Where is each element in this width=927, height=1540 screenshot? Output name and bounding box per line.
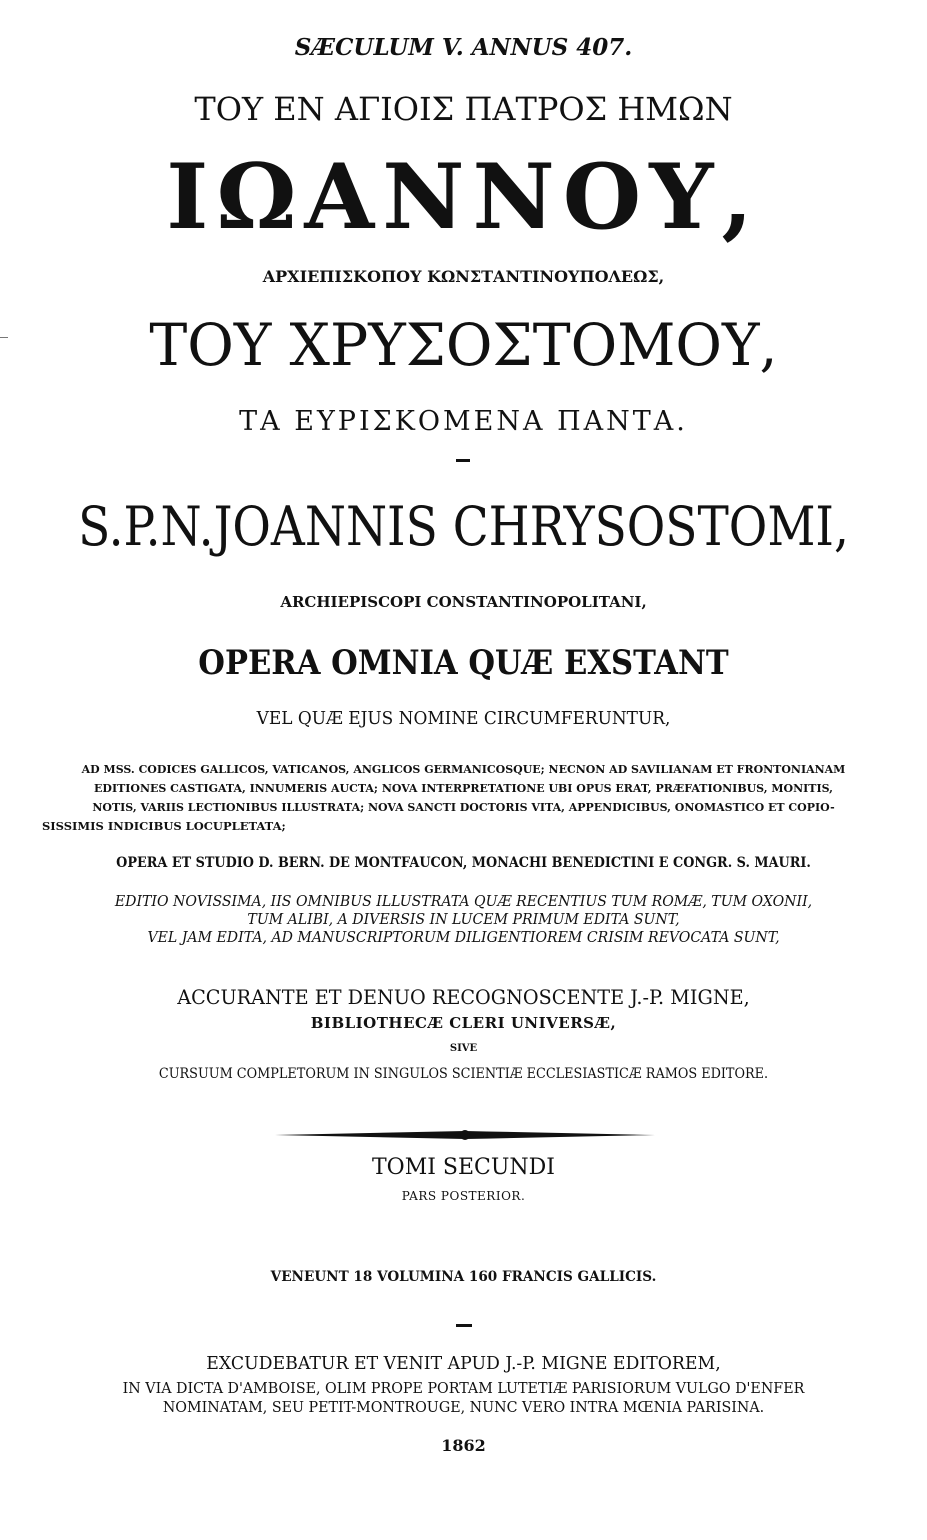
- ornament-rule: [275, 1128, 655, 1142]
- bibliotheca-line: BIBLIOTHECÆ CLERI UNIVERSÆ,: [310, 1014, 617, 1032]
- tomi-line: TOMI SECUNDI: [371, 1155, 555, 1180]
- editio-line: EDITIO NOVISSIMA, IIS OMNIBUS ILLUSTRATA QUÆ RECENTIUS TUM ROMÆ, TUM OXONII,: [114, 892, 813, 910]
- via-line: IN VIA DICTA D'AMBOISE, OLIM PROPE PORTAM LUTETIÆ PARISIORUM VULGO D'ENFER: [122, 1379, 805, 1397]
- latin-name: S.P.N.JOANNIS CHRYSOSTOMI,: [78, 495, 849, 558]
- year: 1862: [441, 1436, 486, 1455]
- sive-line: SIVE: [449, 1043, 478, 1054]
- via-line: NOMINATAM, SEU PETIT-MONTROUGE, NUNC VERO INTRA MŒNIA PARISINA.: [162, 1398, 765, 1416]
- pars-line: PARS POSTERIOR.: [401, 1189, 526, 1203]
- separator-dash: [456, 1324, 472, 1327]
- opera-omnia: OPERA OMNIA QUÆ EXSTANT: [198, 643, 729, 683]
- saeculum-line: SÆCULUM V. ANNUS 407.: [294, 34, 633, 61]
- description-line: EDITIONES CASTIGATA, INNUMERIS AUCTA; NOVA INTERPRETATIONE UBI OPUS ERAT, PRÆFATIONIBUS, MONITIS,: [94, 781, 833, 795]
- accurante-line: ACCURANTE ET DENUO RECOGNOSCENTE J.-P. MIGNE,: [177, 985, 750, 1009]
- description-line: SISSIMIS INDICIBUS LOCUPLETATA;: [42, 819, 286, 833]
- description-line: NOTIS, VARIIS LECTIONIBUS ILLUSTRATA; NOVA SANCTI DOCTORIS VITA, APPENDICIBUS, ONOMASTICO ET COPIO-: [92, 800, 835, 814]
- latin-office: ARCHIEPISCOPI CONSTANTINOPOLITANI,: [280, 593, 647, 611]
- greek-intro: ΤΟΥ ΕΝ ΑΓΙΟΙΣ ΠΑΤΡΟΣ ΗΜΩΝ: [194, 90, 733, 128]
- editio-line: TUM ALIBI, A DIVERSIS IN LUCEM PRIMUM EDITA SUNT,: [247, 910, 680, 928]
- separator-dash: [456, 459, 470, 462]
- excudebatur-line: EXCUDEBATUR ET VENIT APUD J.-P. MIGNE EDITOREM,: [206, 1353, 721, 1374]
- cursuum-line: CURSUUM COMPLETORUM IN SINGULOS SCIENTIÆ ECCLESIASTICÆ RAMOS EDITORE.: [158, 1066, 769, 1082]
- description-line: AD MSS. CODICES GALLICOS, VATICANOS, ANGLICOS GERMANICOSQUE; NECNON AD SAVILIANAM ET FRONTONIANAM: [81, 762, 846, 776]
- greek-works: ΤΑ ΕΥΡΙΣΚΟΜΕΝΑ ΠΑΝΤΑ.: [239, 406, 688, 437]
- studio-line: OPERA ET STUDIO D. BERN. DE MONTFAUCON, MONACHI BENEDICTINI E CONGR. S. MAURI.: [116, 855, 811, 871]
- greek-surname: ΤΟΥ ΧΡΥΣΟΣΤΟΜΟΥ,: [149, 311, 778, 379]
- veneunt-line: VENEUNT 18 VOLUMINA 160 FRANCIS GALLICIS.: [270, 1269, 657, 1285]
- editio-line: VEL JAM EDITA, AD MANUSCRIPTORUM DILIGENTIOREM CRISIM REVOCATA SUNT,: [147, 928, 780, 946]
- greek-office: ΑΡΧΙΕΠΙΣΚΟΠΟΥ ΚΩΝΣΤΑΝΤΙΝΟΥΠΟΛΕΩΣ,: [262, 267, 665, 286]
- vel-line: VEL QUÆ EJUS NOMINE CIRCUMFERUNTUR,: [256, 708, 671, 729]
- greek-name: ΙΩΑΝΝΟΥ,: [166, 144, 761, 250]
- margin-mark: [0, 337, 8, 338]
